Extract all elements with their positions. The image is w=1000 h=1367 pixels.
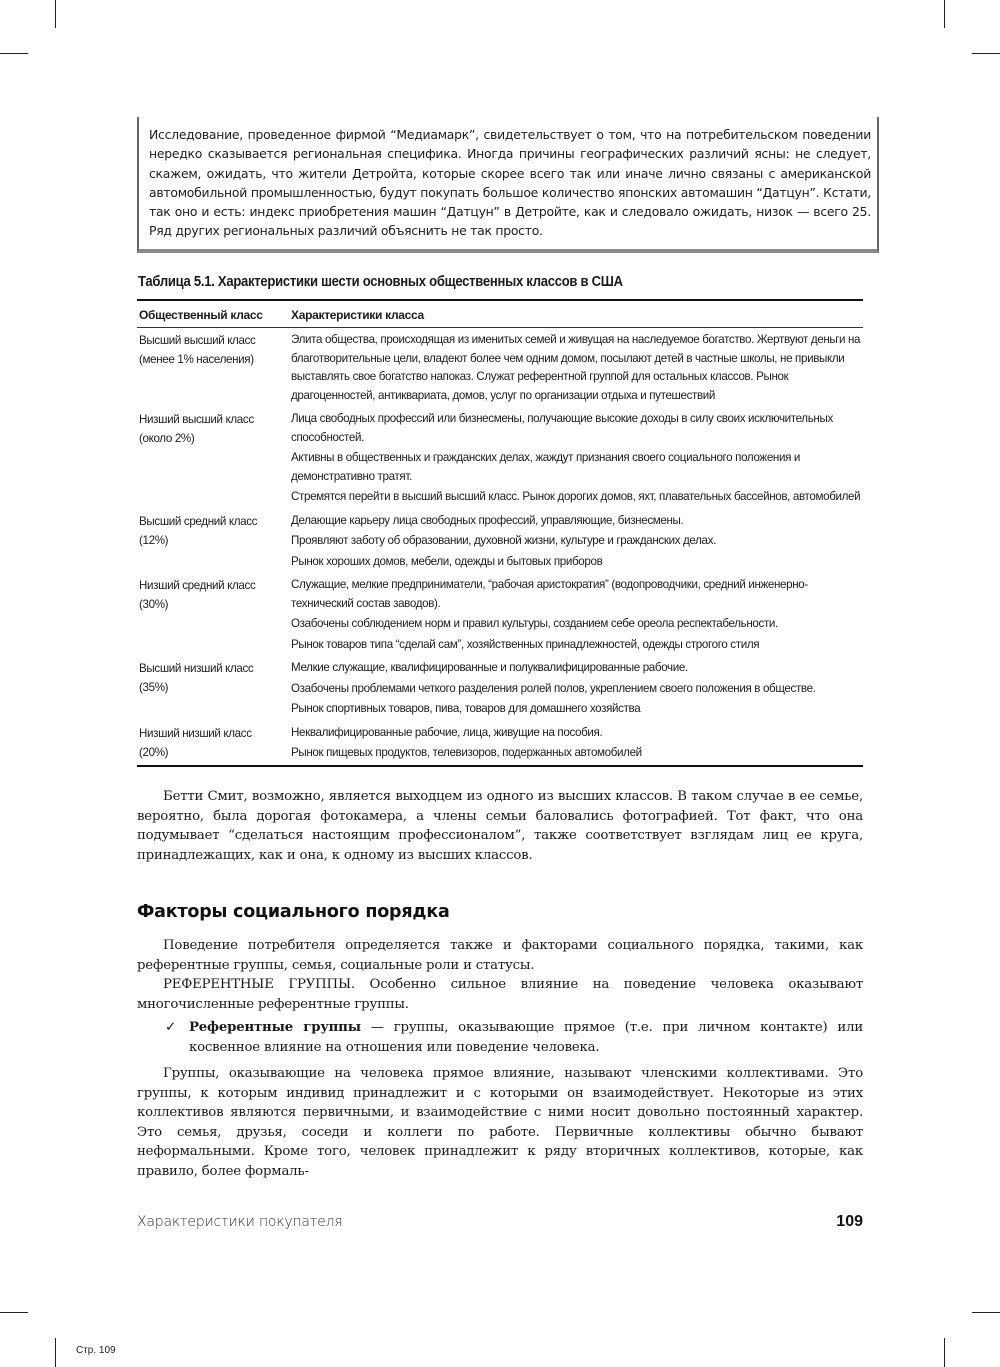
- crop-mark: [944, 1338, 945, 1367]
- crop-mark: [944, 0, 945, 28]
- characteristics-cell: [289, 328, 863, 408]
- class-name: Высший низший класс: [139, 662, 254, 675]
- crop-mark: [972, 53, 1000, 54]
- characteristics-cell: [289, 721, 863, 766]
- table-row: [137, 656, 863, 721]
- sidebar-note-text: Исследование, проведенное фирмой “Медиамарк”, свидетельствует о том, что на потребительском поведении нередко сказывается региональная специфика. Иногда причины географических различий ясны: не следует, скажем, ожидать, что жители Детройта, которые скорее всего так или иначе лично связаны с американской автомобильной промышленностью, будут покупать большое количество японских автомашин “Датцун”. Кстати, так оно и есть: индекс приобретения машин “Датцун” в Детройте, как и следовало ожидать, низок — всего 25. Ряд других региональных различий объяснить не так просто.: [149, 127, 871, 239]
- table-row: [137, 328, 863, 408]
- section-heading: Факторы социального порядка: [137, 902, 450, 922]
- section-intro: [137, 936, 863, 1014]
- characteristic-item: Рынок пищевых продуктов, телевизоров, подержанных автомобилей: [291, 746, 642, 759]
- page-label: Стр. 109: [76, 1345, 116, 1356]
- page-number: 109: [836, 1213, 863, 1230]
- class-cell: [137, 656, 289, 721]
- crop-mark: [55, 1338, 56, 1367]
- characteristic-item: Элита общества, происходящая из именитых семей и живущая на наследуемое богатство. Жертвуют деньги на благотворительные цели, владеют более чем одним домом, посылают детей в частные школы, не привыкли выставлять свое богатство напоказ. Служат референтной группой для остальных классов. Рынок драгоценностей, антиквариата, домов, услуг по организации отдыха и путешествий: [291, 333, 861, 402]
- characteristic-item: Служащие, мелкие предприниматели, “рабочая аристократия” (водопроводчики, средний инженерно-технический состав заводов).: [291, 578, 808, 610]
- class-share: (менее 1% населения): [139, 353, 254, 366]
- definition-term: Референтные группы: [189, 1020, 361, 1035]
- social-class-table: [137, 299, 863, 767]
- characteristic-item: Стремятся перейти в высший высший класс. Рынок дорогих домов, яхт, плавательных бассейнов, автомобилей: [291, 490, 861, 503]
- table-row: [137, 721, 863, 766]
- characteristic-item: Активны в общественных и гражданских делах, жаждут признания своего социального положения и демонстративно тратят.: [291, 451, 801, 483]
- characteristic-item: Озабочены проблемами четкого разделения ролей полов, укреплением своего положения в обществе.: [291, 681, 816, 695]
- paragraph-text: Поведение потребителя определяется также и факторами социального порядка, такими, как референтные группы, семья, социальные роли и статусы.: [137, 938, 863, 973]
- characteristic-item: Мелкие служащие, квалифицированные и полуквалифицированные рабочие.: [291, 661, 688, 674]
- class-share: (30%): [139, 598, 169, 611]
- class-cell: [137, 573, 289, 656]
- class-share: (12%): [139, 533, 169, 547]
- crop-mark: [0, 53, 28, 54]
- class-cell: [137, 721, 289, 766]
- definition-text: — группы, оказывающие прямое (т.е. при личном контакте) или косвенное влияние на отношения или поведение человека.: [189, 1020, 863, 1055]
- paragraph-text: Группы, оказывающие на человека прямое влияние, называют членскими коллективами. Это группы, к которым индивид принадлежит и с которыми он взаимодействует. Некоторые из этих коллективов являются первичными, и взаимодействие с ними носит довольно постоянный характер. Это семья, друзья, соседи и коллеги по работе. Первичные коллективы обычно бывают неформальными. Кроме того, человек принадлежит к ряду вторичных коллективов, которые, как правило, более формаль-: [137, 1066, 863, 1179]
- table-row: [137, 407, 863, 509]
- running-title: Характеристики покупателя: [137, 1214, 343, 1230]
- class-share: (35%): [139, 681, 169, 694]
- characteristics-cell: [289, 509, 863, 574]
- crop-mark: [972, 1312, 1000, 1313]
- characteristics-cell: [289, 407, 863, 509]
- characteristics-cell: [289, 573, 863, 656]
- characteristic-item: Озабочены соблюдением норм и правил культуры, созданием себе ореола респектабельности.: [291, 617, 778, 630]
- class-share: (20%): [139, 745, 169, 759]
- class-name: Низший высший класс: [139, 413, 254, 426]
- class-name: Высший средний класс: [139, 514, 258, 528]
- class-name: Низший средний класс: [139, 579, 256, 592]
- checkmark-icon: ✓: [165, 1020, 176, 1035]
- class-name: Высший высший класс: [139, 334, 256, 347]
- paragraph-text: Бетти Смит, возможно, является выходцем из одного из высших классов. В таком случае в ее семье, вероятно, была дорогая фотокамера, а члены семьи баловались фотографией. Тот факт, что она подумывает “сделаться настоящим профессионалом”, также соответствует взглядам лиц ее круга, принадлежащих, как и она, к одному из высших классов.: [137, 789, 863, 863]
- table-row: [137, 509, 863, 574]
- class-cell: [137, 509, 289, 574]
- characteristic-item: Рынок спортивных товаров, пива, товаров для домашнего хозяйства: [291, 702, 641, 715]
- characteristic-item: Проявляют заботу об образовании, духовной жизни, культуре и гражданских делах.: [291, 534, 716, 547]
- characteristics-cell: [289, 656, 863, 721]
- class-share: (около 2%): [139, 432, 195, 445]
- characteristic-item: Рынок хороших домов, мебели, одежды и бытовых приборов: [291, 554, 603, 568]
- class-cell: [137, 407, 289, 509]
- table-header-row: [137, 300, 863, 328]
- table-caption: Таблица 5.1. Характеристики шести основных общественных классов в США: [138, 274, 623, 290]
- characteristic-item: Лица свободных профессий или бизнесмены, получающие высокие доходы в силу своих исключительных способностей.: [291, 412, 833, 444]
- class-name: Низший низший класс: [139, 726, 252, 740]
- paragraph-text: РЕФЕРЕНТНЫЕ ГРУППЫ. Особенно сильное влияние на поведение человека оказывают многочисленные референтные группы.: [137, 977, 863, 1012]
- characteristic-item: Неквалифицированные рабочие, лица, живущие на пособия.: [291, 725, 603, 739]
- characteristic-item: Рынок товаров типа “сделай сам”, хозяйственных принадлежностей, одежды строгого стиля: [291, 637, 760, 651]
- column-header-class: Общественный класс: [137, 300, 289, 328]
- definition-bullet: [165, 1018, 863, 1057]
- column-header-characteristics: Характеристики класса: [289, 300, 863, 328]
- crop-mark: [0, 1312, 28, 1313]
- body-paragraph-betty: [137, 787, 863, 865]
- crop-mark: [55, 0, 56, 28]
- class-cell: [137, 328, 289, 408]
- table-row: [137, 573, 863, 656]
- characteristic-item: Делающие карьеру лица свободных профессий, управляющие, бизнесмены.: [291, 513, 684, 527]
- sidebar-note-box: [137, 117, 879, 253]
- body-paragraph-groups: [137, 1064, 863, 1182]
